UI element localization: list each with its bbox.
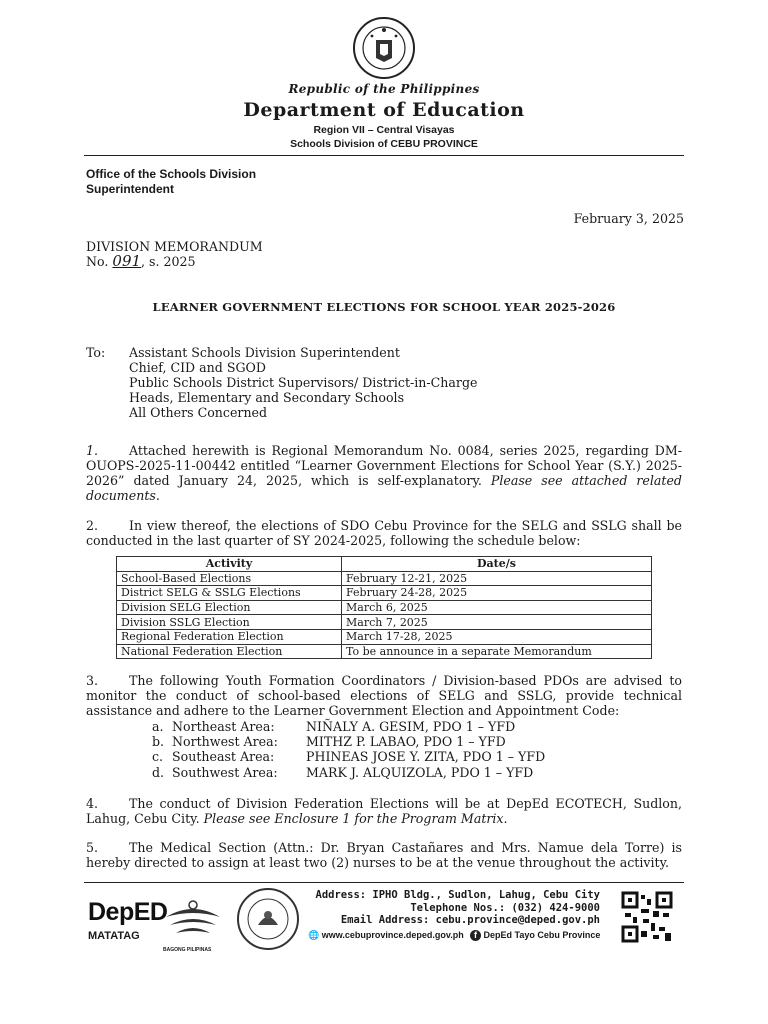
election-schedule-table [116, 556, 652, 659]
republic-heading: Republic of the Philippines [288, 82, 480, 96]
table-row [117, 600, 652, 615]
recipient: Public Schools District Supervisors/ District-in-Charge [129, 375, 478, 390]
table-row [117, 586, 652, 601]
memo-subject: LEARNER GOVERNMENT ELECTIONS FOR SCHOOL YEAR 2025-2026 [152, 300, 616, 314]
activity-cell: School-Based Elections [117, 571, 342, 586]
date-cell: To be announce in a separate Memorandum [342, 644, 652, 659]
recipients-list [129, 345, 477, 420]
table-row [117, 629, 652, 644]
recipient: Heads, Elementary and Secondary Schools [129, 390, 405, 405]
activity-cell: Division SSLG Election [117, 615, 342, 630]
list-item: d. Southwest Area: MARK J. ALQUIZOLA, PDO 1 – YFD [152, 764, 534, 780]
table-header-row [117, 557, 652, 572]
recipient: Assistant Schools Division Superintendent [129, 345, 400, 360]
footer-contact: Address: IPHO Bldg., Sudlon, Lahug, Cebu City Telephone Nos.: (032) 424-9000 Email Address: cebu.province@deped.gov.ph [315, 889, 600, 927]
column-header: Activity [117, 557, 342, 572]
footer-divider [84, 882, 684, 883]
paragraph-5: 5. The Medical Section (Attn.: Dr. Bryan Castañares and Mrs. Namue dela Torre) is hereby directed to assign at least two (2) nurses to be at the venue throughout the activity. [86, 840, 682, 870]
deped-logo: DepED [88, 898, 168, 926]
date-cell: March 6, 2025 [342, 600, 652, 615]
activity-cell: National Federation Election [117, 644, 342, 659]
division-heading: Schools Division of CEBU PROVINCE [290, 138, 478, 150]
bagong-pilipinas-logo-icon [160, 895, 226, 945]
activity-cell: Division SELG Election [117, 600, 342, 615]
memo-date: February 3, 2025 [573, 211, 684, 226]
globe-icon: 🌐 [308, 930, 320, 940]
table-row [117, 615, 652, 630]
activity-cell: Regional Federation Election [117, 629, 342, 644]
list-item: b. Northwest Area: MITHZ P. LABAO, PDO 1 – YFD [152, 734, 506, 750]
date-cell: March 17-28, 2025 [342, 629, 652, 644]
handwritten-number: 091 [112, 252, 142, 270]
date-cell: March 7, 2025 [342, 615, 652, 630]
table-row [117, 571, 652, 586]
footer-facebook[interactable]: f DepEd Tayo Cebu Province [470, 930, 600, 941]
date-cell: February 12-21, 2025 [342, 571, 652, 586]
memo-type: DIVISION MEMORANDUM [86, 239, 263, 254]
facebook-icon: f [470, 930, 481, 941]
footer-website[interactable]: 🌐 www.cebuprovince.deped.gov.ph [308, 930, 464, 940]
deped-seal-icon [352, 16, 416, 80]
paragraph-2: 2. In view thereof, the elections of SDO Cebu Province for the SELG and SSLG shall be conducted in the last quarter of SY 2024-2025, following the schedule below: [86, 518, 682, 548]
region-heading: Region VII – Central Visayas [313, 124, 455, 136]
paragraph-4: 4. The conduct of Division Federation Elections will be at DepEd ECOTECH, Sudlon, Lahug, Cebu City. Please see Enclosure 1 for the Program Matrix. [86, 796, 682, 826]
paragraph-1: 1. Attached herewith is Regional Memorandum No. 0084, series 2025, regarding DM-OUOPS-2025-11-00442 entitled “Learner Government Elections for School Year (S.Y.) 2025-2026” dated January 24, 2025, which is self-explanatory. Please see attached related documents. [86, 443, 682, 503]
recipient: All Others Concerned [129, 405, 268, 420]
paragraph-3: 3. The following Youth Formation Coordinators / Division-based PDOs are advised to monitor the conduct of school-based elections of SELG and SSLG, provide technical assistance and adhere to the Learner Government Election and Appointment Code: [86, 673, 682, 718]
pdo-list [152, 719, 545, 780]
qr-code-icon [621, 891, 673, 943]
department-heading: Department of Education [243, 99, 525, 121]
to-label: To: [86, 345, 106, 360]
list-item: c. Southeast Area: PHINEAS JOSE Y. ZITA, PDO 1 – YFD [152, 749, 546, 765]
activity-cell: District SELG & SSLG Elections [117, 586, 342, 601]
cebu-division-seal-icon [236, 887, 300, 951]
memo-number-block [86, 239, 263, 269]
office-label: Office of the Schools Division Superintendent [86, 167, 257, 196]
header-divider [84, 155, 684, 156]
recipient: Chief, CID and SGOD [129, 360, 266, 375]
matatag-logo: MATATAG [88, 930, 140, 942]
bagong-pilipinas-label: BAGONG PILIPINAS [163, 947, 212, 953]
table-row [117, 644, 652, 659]
list-item: a. Northeast Area: NIÑALY A. GESIM, PDO 1 – YFD [152, 719, 516, 734]
column-header: Date/s [342, 557, 652, 572]
date-cell: February 24-28, 2025 [342, 586, 652, 601]
memo-number: No. 091, s. 2025 [86, 252, 196, 270]
